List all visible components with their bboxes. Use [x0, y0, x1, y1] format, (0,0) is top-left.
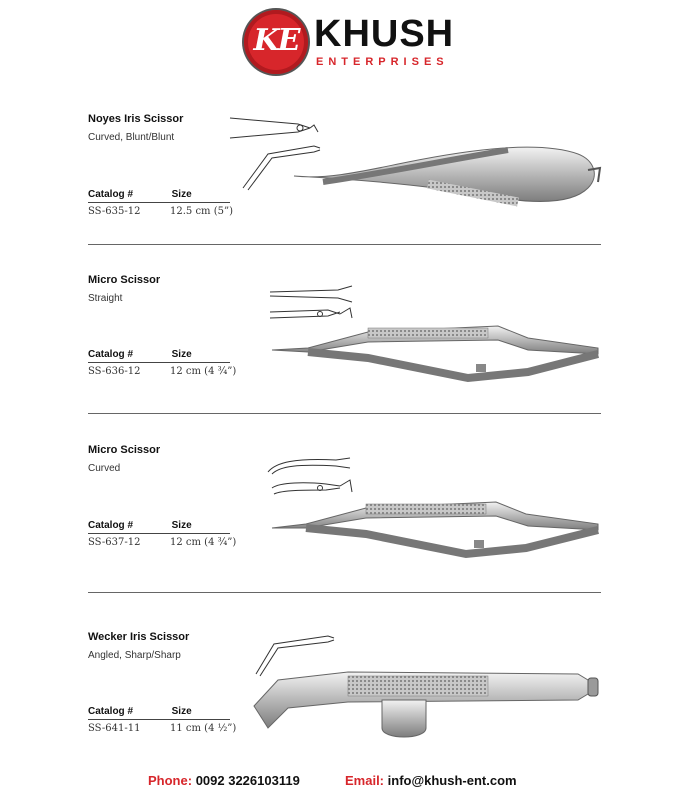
spec-table	[88, 520, 237, 548]
spec-row	[88, 363, 237, 377]
email-label: Email:	[345, 773, 385, 788]
noyes-iris-scissor-illustration	[228, 110, 608, 220]
product-title: Micro Scissor	[88, 444, 161, 456]
spec-table	[88, 349, 237, 377]
catalog-number: SS-637-12	[88, 537, 141, 548]
size-value: 12 cm (4 ¾”)	[170, 537, 237, 548]
catalog-header: Catalog #	[88, 706, 134, 717]
spec-header	[88, 706, 230, 720]
divider	[88, 592, 601, 593]
brand-monogram: KE	[253, 23, 299, 58]
catalog-header: Catalog #	[88, 349, 134, 360]
product-title: Wecker Iris Scissor	[88, 631, 190, 643]
brand-subtitle: ENTERPRISES	[316, 56, 449, 68]
size-value: 12 cm (4 ¾”)	[170, 366, 237, 377]
divider	[88, 244, 601, 245]
micro-scissor-curved-illustration	[266, 448, 608, 560]
spec-row	[88, 203, 233, 217]
size-value: 12.5 cm (5”)	[170, 206, 233, 217]
phone-number[interactable]: 0092 3226103119	[195, 773, 300, 788]
catalog-number: SS-641-11	[88, 723, 141, 734]
brand-logo	[244, 8, 454, 80]
spec-header	[88, 349, 230, 363]
size-header: Size	[171, 706, 192, 717]
size-header: Size	[171, 520, 192, 531]
catalog-number: SS-636-12	[88, 366, 141, 377]
product-description: Curved	[88, 463, 121, 474]
size-value: 11 cm (4 ½”)	[170, 723, 237, 734]
size-header: Size	[171, 189, 192, 200]
spec-header	[88, 189, 230, 203]
size-header: Size	[171, 349, 192, 360]
email-address[interactable]: info@khush-ent.com	[387, 773, 517, 788]
brand-name: KHUSH	[314, 13, 455, 55]
phone-label: Phone:	[148, 773, 193, 788]
divider	[88, 413, 601, 414]
product-description: Angled, Sharp/Sharp	[88, 650, 181, 661]
micro-scissor-straight-illustration	[268, 278, 608, 388]
spec-table	[88, 189, 233, 217]
brand-monogram-badge	[244, 10, 308, 74]
spec-header	[88, 520, 230, 534]
catalog-header: Catalog #	[88, 520, 134, 531]
catalog-header: Catalog #	[88, 189, 134, 200]
footer-phone	[148, 773, 300, 788]
product-description: Curved, Blunt/Blunt	[88, 132, 175, 143]
spec-row	[88, 534, 237, 548]
product-title: Micro Scissor	[88, 274, 161, 286]
footer-email	[345, 773, 517, 788]
spec-table	[88, 706, 237, 734]
spec-row	[88, 720, 237, 734]
catalog-number: SS-635-12	[88, 206, 141, 217]
wecker-iris-scissor-illustration	[248, 628, 610, 768]
product-description: Straight	[88, 293, 123, 304]
product-title: Noyes Iris Scissor	[88, 113, 184, 125]
